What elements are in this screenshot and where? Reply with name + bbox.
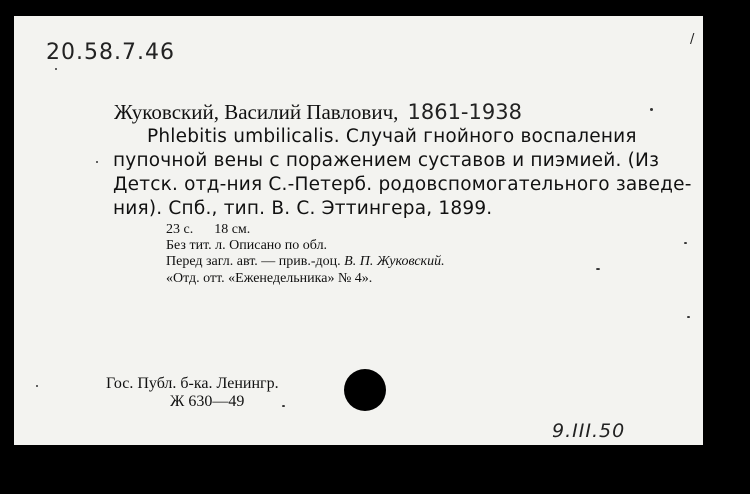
life-dates: 1861-1938 — [407, 100, 522, 124]
note-title-page: Без тит. л. Описано по обл. — [166, 238, 328, 253]
note-author — [166, 254, 445, 270]
punch-hole — [344, 369, 386, 411]
speck — [36, 385, 38, 387]
speck — [55, 68, 57, 70]
shelf-mark: 20.58.7.46 — [46, 40, 175, 65]
title-line-3: Детск. отд-ния С.-Петерб. родовспомогательного заведе- — [113, 174, 692, 195]
catalog-card — [14, 16, 703, 445]
date-mark: 9.III.50 — [552, 420, 626, 442]
note-author-prefix: Перед загл. авт. — прив.-доц. — [166, 254, 345, 269]
speck — [96, 161, 98, 163]
note-offprint: «Отд. отт. «Еженедельника» № 4». — [166, 271, 373, 286]
note-author-name: В. П. Жуковский. — [344, 254, 445, 269]
speck — [596, 268, 600, 270]
author-heading: Жуковский, Василий Павлович, — [114, 100, 399, 124]
title-line-1: Phlebitis umbilicalis. Случай гнойного воспаления — [147, 126, 637, 147]
accession-number: Ж 630—49 — [170, 393, 245, 410]
speck — [684, 242, 687, 244]
speck — [282, 405, 285, 407]
physical-description: 23 с. 18 см. — [166, 222, 251, 237]
speck — [650, 108, 653, 111]
library-name: Гос. Публ. б-ка. Ленингр. — [106, 375, 279, 392]
speck — [687, 316, 690, 318]
corner-mark: / — [690, 32, 695, 47]
title-line-4: ния). Спб., тип. В. С. Эттингера, 1899. — [113, 198, 493, 219]
author-heading-line — [114, 100, 522, 125]
title-line-2: пупочной вены с поражением суставов и пиэмией. (Из — [113, 150, 660, 171]
